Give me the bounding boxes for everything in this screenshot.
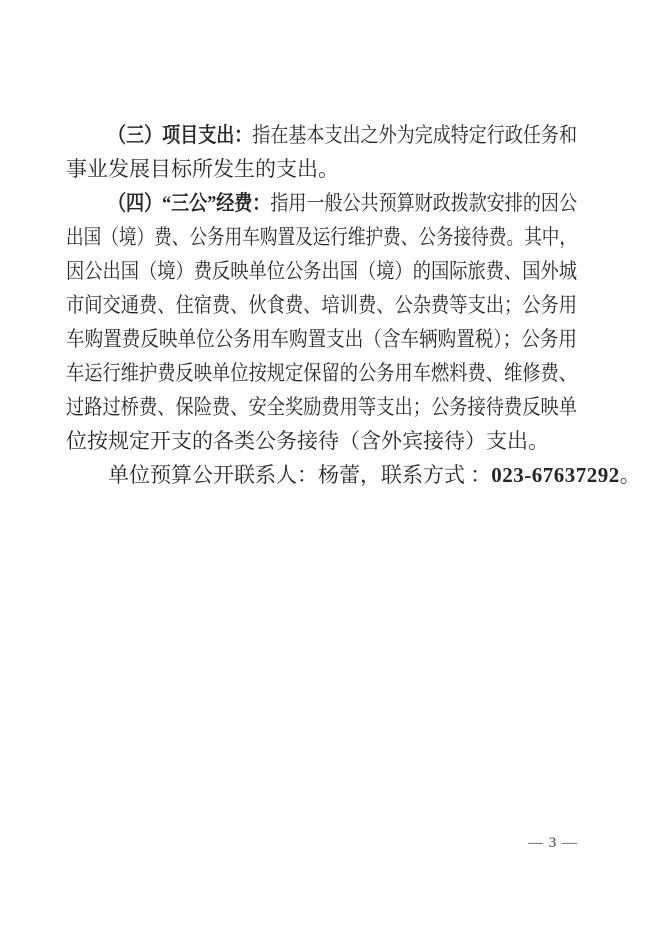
- text-line: [66, 186, 577, 220]
- text-line: [66, 390, 577, 424]
- phone-number: 023-67637292: [491, 463, 620, 487]
- text-line-content: （三）项目支出：指在基本支出之外为完成特定行政任务和: [108, 123, 578, 147]
- text-line: [66, 322, 577, 356]
- text-line-content: 出国（境）费、公务用车购置及运行维护费、公务接待费。其中，: [66, 225, 577, 249]
- text-line-content: 市间交通费、住宿费、伙食费、培训费、公杂费等支出；公务用: [66, 293, 577, 317]
- text-line-content: 车购置费反映单位公务用车购置支出（含车辆购置税）；公务用: [66, 327, 577, 351]
- text-line: [66, 254, 577, 288]
- bold-lead-label: （四）“三公”经费：: [108, 191, 271, 215]
- text-line: [66, 356, 577, 390]
- document-body: [66, 118, 641, 492]
- text-line-content: 因公出国（境）费反映单位公务出国（境）的国际旅费、国外城: [66, 259, 577, 283]
- page-number: — 3 —: [528, 835, 578, 851]
- bold-lead-label: （三）项目支出：: [108, 123, 253, 147]
- text-line-content: （四）“三公”经费：指用一般公共预算财政拨款安排的因公: [108, 191, 577, 215]
- text-line-content: 过路过桥费、保险费、安全奖励费用等支出；公务接待费反映单: [66, 395, 577, 419]
- text-line-content: 事业发展目标所发生的支出。: [66, 157, 339, 181]
- text-line: [66, 220, 577, 254]
- text-line: [66, 424, 577, 458]
- text-line: [66, 152, 577, 186]
- text-line-content: 单位预算公开联系人：杨蕾，联系方式 ：023-67637292。: [108, 463, 641, 487]
- text-line: [66, 458, 641, 492]
- text-line: [66, 118, 577, 152]
- text-line: [66, 288, 577, 322]
- text-line-content: 车运行维护费反映单位按规定保留的公务用车燃料费、维修费、: [66, 361, 577, 385]
- text-line-content: 位按规定开支的各类公务接待（含外宾接待）支出。: [66, 429, 549, 453]
